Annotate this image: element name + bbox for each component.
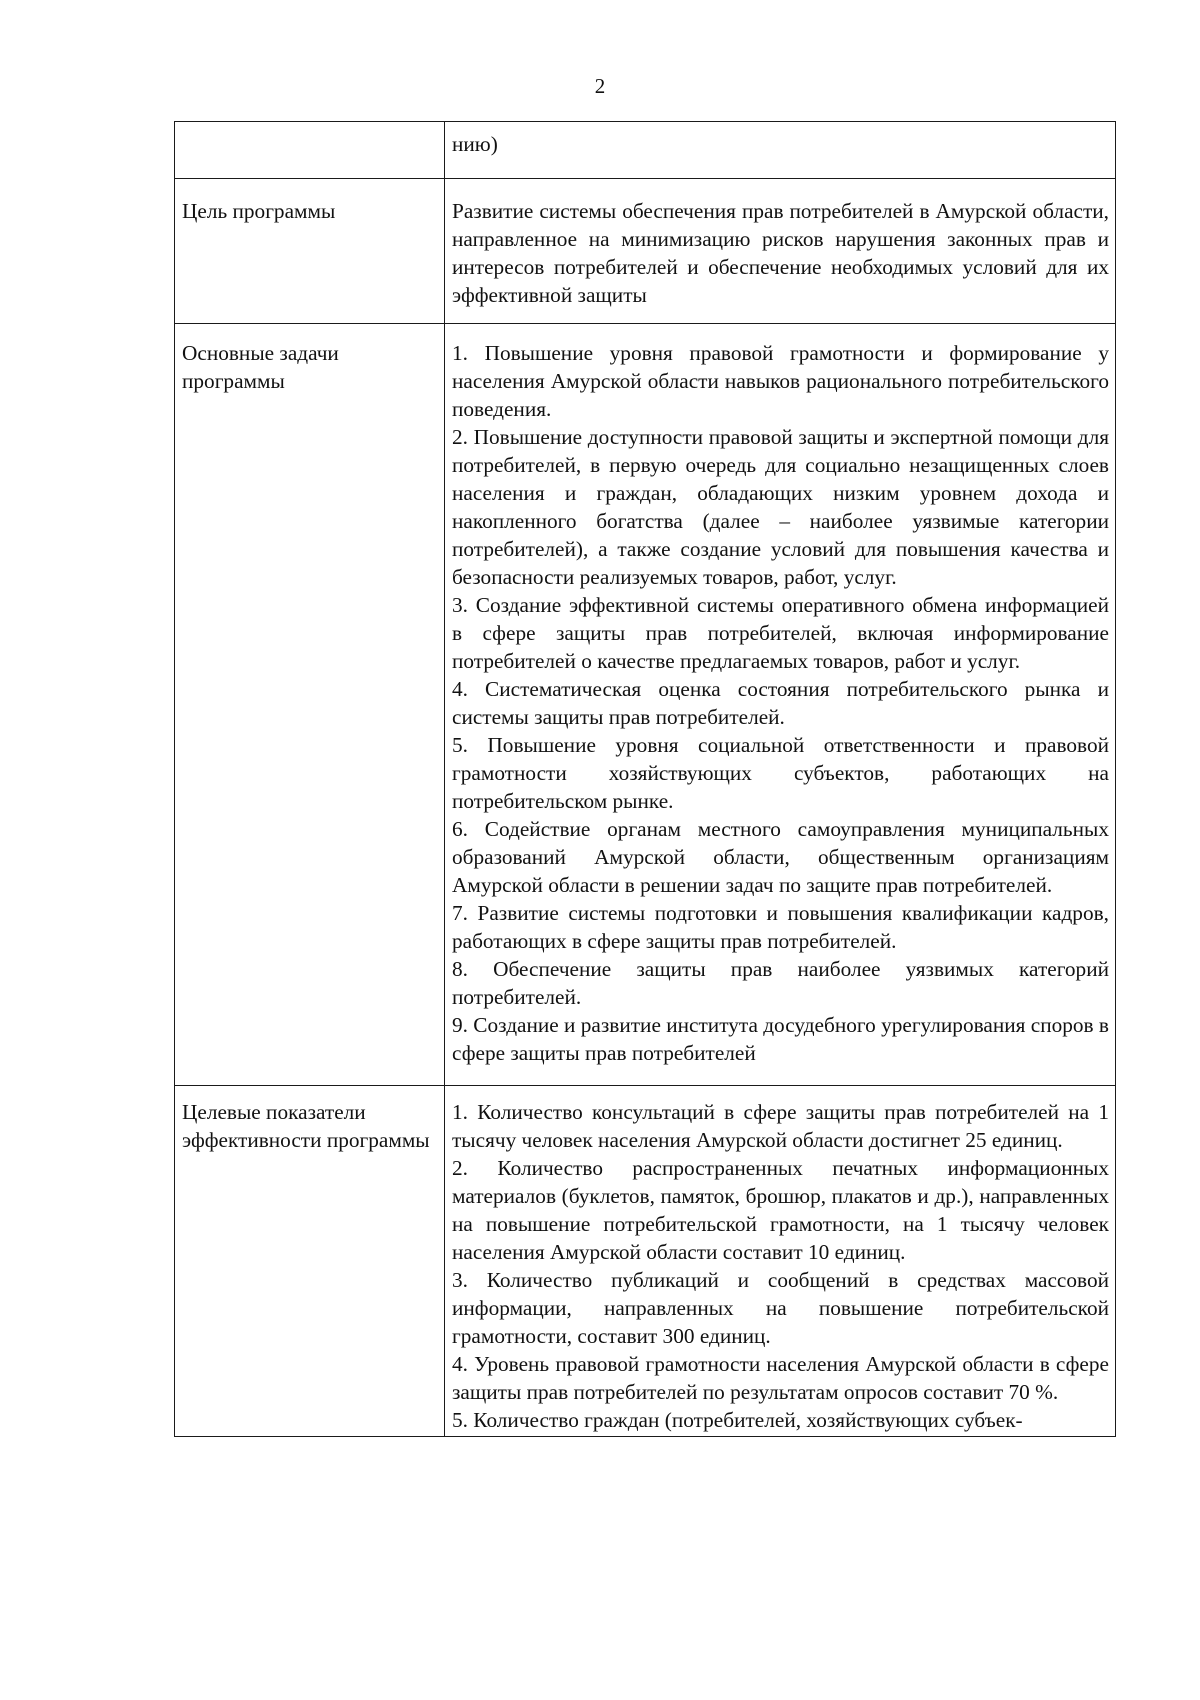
task-item: 3. Создание эффективной системы оперативного обмена информацией в сфере защиты прав потребителей, включая информирование потребителей о качестве предлагаемых товаров, работ и услуг. (452, 593, 1109, 673)
row-content (445, 1086, 1116, 1437)
task-item: 6. Содействие органам местного самоуправления муниципальных образований Амурской области, общественным организациям Амурской области в решении задач по защите прав потребителей. (452, 817, 1109, 897)
task-item: 4. Систематическая оценка состояния потребительского рынка и системы защиты прав потребителей. (452, 677, 1109, 729)
content-paragraph: Развитие системы обеспечения прав потребителей в Амурской области, направленное на минимизацию рисков нарушения законных прав и интересов потребителей и обеспечение необходимых условий для их эффективной защиты (452, 199, 1109, 307)
row-content (445, 122, 1116, 179)
task-item: 2. Повышение доступности правовой защиты и экспертной помощи для потребителей, в первую очередь для социально незащищенных слоев населения и граждан, обладающих низким уровнем дохода и накопленного богатства (далее – наиболее уязвимые категории потребителей), а также создание условий для повышения качества и безопасности реализуемых товаров, работ, услуг. (452, 425, 1109, 589)
page-number: 2 (594, 74, 606, 98)
task-item: 9. Создание и развитие института досудебного урегулирования споров в сфере защиты прав потребителей (452, 1013, 1109, 1065)
row-content (445, 324, 1116, 1086)
indicator-item: 5. Количество граждан (потребителей, хозяйствующих субъек- (452, 1408, 1023, 1432)
indicator-item: 1. Количество консультаций в сфере защиты прав потребителей на 1 тысячу человек населения Амурской области достигнет 25 единиц. (452, 1100, 1109, 1152)
table-row-continuation (175, 122, 1116, 179)
table-row-tasks (175, 324, 1116, 1086)
row-label: Целевые показатели эффективности программы (175, 1086, 445, 1437)
task-item: 8. Обеспечение защиты прав наиболее уязвимых категорий потребителей. (452, 957, 1109, 1009)
row-label: Цель программы (175, 179, 445, 324)
table-row-goal (175, 179, 1116, 324)
task-item: 5. Повышение уровня социальной ответственности и правовой грамотности хозяйствующих субъектов, работающих на потребительском рынке. (452, 733, 1109, 813)
table-row-indicators (175, 1086, 1116, 1437)
indicator-item: 3. Количество публикаций и сообщений в средствах массовой информации, направленных на повышение потребительской грамотности, составит 300 единиц. (452, 1268, 1109, 1348)
indicator-item: 4. Уровень правовой грамотности населения Амурской области в сфере защиты прав потребителей по результатам опросов составит 70 %. (452, 1352, 1109, 1404)
program-passport-table (174, 121, 1116, 1437)
task-item: 1. Повышение уровня правовой грамотности и формирование у населения Амурской области навыков рационального потребительского поведения. (452, 341, 1109, 421)
row-label: Основные задачи программы (175, 324, 445, 1086)
task-item: 7. Развитие системы подготовки и повышения квалификации кадров, работающих в сфере защиты прав потребителей. (452, 901, 1109, 953)
content-paragraph: нию) (452, 132, 498, 156)
row-content (445, 179, 1116, 324)
indicator-item: 2. Количество распространенных печатных информационных материалов (буклетов, памяток, брошюр, плакатов и др.), направленных на повышение потребительской грамотности, на 1 тысячу человек населения Амурской области составит 10 единиц. (452, 1156, 1109, 1264)
row-label (175, 122, 445, 179)
